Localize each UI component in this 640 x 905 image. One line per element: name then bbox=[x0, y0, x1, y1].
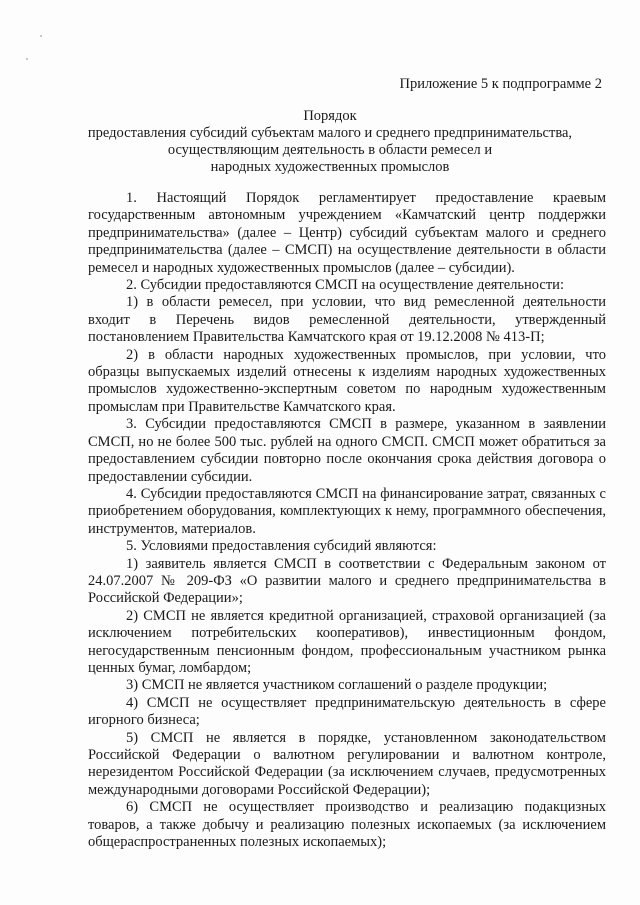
paragraph-text: 5. Условиями предоставления субсидий являются: bbox=[126, 538, 437, 555]
paragraph bbox=[88, 730, 606, 800]
paragraph bbox=[88, 486, 606, 538]
appendix-header: Приложение 5 к подпрограмме 2 bbox=[399, 76, 602, 92]
paragraph-text: 1. Настоящий Порядок регламентирует предоставление краевым государственным автономным учреждением «Камчатский центр поддержки предпринимательства» (далее – Центр) субсидий субъектам малого и среднего предпринимательства (далее – СМСП) на осуществление деятельности в области ремесел и народных художественных промыслов (далее – субсидии). bbox=[88, 190, 606, 276]
paragraph-text: 3) СМСП не является участником соглашений о разделе продукции; bbox=[126, 677, 548, 694]
paragraph bbox=[88, 608, 606, 678]
paragraph bbox=[88, 347, 606, 417]
paragraph bbox=[88, 277, 606, 294]
paragraph-text: 1) заявитель является СМСП в соответствии с Федеральным законом от 24.07.2007 № 209-ФЗ «О развитии малого и среднего предпринимательства в Российской Федерации»; bbox=[88, 555, 606, 607]
paragraph bbox=[88, 190, 606, 277]
paragraph-text: 6) СМСП не осуществляет производство и реализацию подакцизных товаров, а также добычу и реализацию полезных ископаемых (за исключением общераспространенных полезных ископаемых); bbox=[88, 799, 606, 851]
scan-mark bbox=[40, 35, 42, 37]
paragraph-text: 3. Субсидии предоставляются СМСП в размере, указанном в заявлении СМСП, но не более 500 тыс. рублей на одного СМСП. СМСП может обратиться за предоставлением субсидии повторно после окончания срока действия договора о предоставлении субсидии. bbox=[88, 416, 606, 485]
title-line: осуществляющим деятельность в области ремесел и bbox=[167, 142, 493, 158]
scan-mark bbox=[26, 58, 28, 60]
paragraph bbox=[88, 556, 606, 608]
paragraph bbox=[88, 538, 606, 555]
paragraph bbox=[88, 416, 606, 486]
paragraph bbox=[88, 799, 606, 851]
paragraph-text: 2. Субсидии предоставляются СМСП на осуществление деятельности: bbox=[126, 277, 564, 294]
document-title bbox=[60, 108, 600, 176]
paragraph bbox=[88, 695, 606, 730]
document-body bbox=[88, 190, 606, 851]
paragraph bbox=[88, 677, 606, 694]
paragraph bbox=[88, 294, 606, 346]
title-line: Порядок bbox=[303, 108, 357, 124]
paragraph-text: 1) в области ремесел, при условии, что вид ремесленной деятельности входит в Перечень видов ремесленной деятельности, утвержденный постановлением Правительства Камчатского края от 19.12.2008 № 413-П; bbox=[88, 294, 606, 346]
paragraph-text: 2) СМСП не является кредитной организацией, страховой организацией (за исключением потребительских кооперативов), инвестиционным фондом, негосударственным пенсионным фондом, профессиональным участником рынка ценных бумаг, ломбардом; bbox=[88, 607, 606, 676]
title-line: народных художественных промыслов bbox=[210, 159, 450, 175]
paragraph-text: 5) СМСП не является в порядке, установленном законодательством Российской Федерации о валютном регулировании и валютном контроле, нерезидентом Российской Федерации (за исключением случаев, предусмотренных международными договорами Российской Федерации); bbox=[88, 729, 606, 798]
title-line: предоставления субсидий субъектам малого и среднего предпринимательства, bbox=[87, 125, 573, 141]
paragraph-text: 4) СМСП не осуществляет предпринимательскую деятельность в сфере игорного бизнеса; bbox=[88, 694, 606, 729]
paragraph-text: 4. Субсидии предоставляются СМСП на финансирование затрат, связанных с приобретением оборудования, комплектующих к нему, программного обеспечения, инструментов, материалов. bbox=[88, 485, 606, 537]
paragraph-text: 2) в области народных художественных промыслов, при условии, что образцы выпускаемых изделий отнесены к изделиям народных художественных промыслов художественно-экспертным советом по народным художественным промыслам при Правительстве Камчатского края. bbox=[88, 346, 606, 415]
